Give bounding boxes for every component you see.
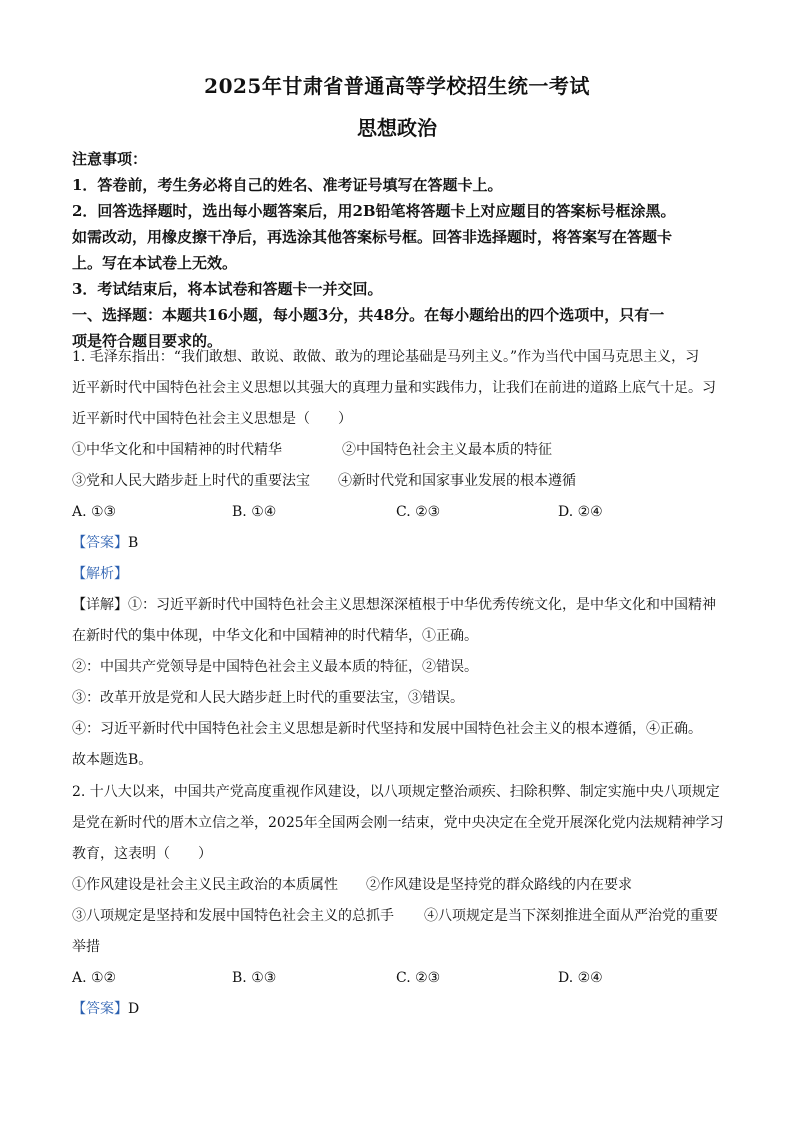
detail-line: ③：改革开放是党和人民大踏步赶上时代的重要法宝，③错误。 bbox=[72, 690, 464, 706]
option-d: D. ②④ bbox=[558, 504, 603, 520]
statement: ②作风建设是坚持党的群众路线的内在要求 bbox=[366, 877, 632, 893]
answer-tag: 【答案】 bbox=[72, 1001, 128, 1017]
statement-row bbox=[72, 466, 728, 497]
statement: ②中国特色社会主义最本质的特征 bbox=[342, 442, 552, 458]
statement: ④新时代党和国家事业发展的根本遵循 bbox=[338, 473, 576, 489]
question-1 bbox=[72, 342, 728, 776]
statement-row bbox=[72, 870, 728, 901]
statement: ③八项规定是坚持和发展中国特色社会主义的总抓手 bbox=[72, 908, 394, 924]
option-b: B. ①③ bbox=[232, 970, 277, 986]
option-c: C. ②③ bbox=[396, 504, 441, 520]
detail-line: 故本题选B。 bbox=[72, 752, 153, 768]
question-2 bbox=[72, 777, 728, 1025]
analysis-tag: 【解析】 bbox=[72, 566, 128, 582]
notice-line: 1．答卷前，考生务必将自己的姓名、准考证号填写在答题卡上。 bbox=[72, 176, 503, 194]
option-d: D. ②④ bbox=[558, 970, 603, 986]
detail-line: 【详解】①：习近平新时代中国特色社会主义思想深深植根于中华优秀传统文化，是中华文化和中国精神 bbox=[72, 597, 716, 613]
question-stem: 1. 毛泽东指出：“我们敢想、敢说、敢做、敢为的理论基础是马列主义。”作为当代中国马克思主义，习 bbox=[72, 349, 700, 365]
answer-line bbox=[72, 528, 728, 559]
statement: ①中华文化和中国精神的时代精华 bbox=[72, 442, 282, 458]
options-row bbox=[72, 497, 728, 528]
answer-value: D bbox=[128, 1001, 140, 1017]
option-b: B. ①④ bbox=[232, 504, 277, 520]
question-stem: 是党在新时代的厝木立信之举，2025年全国两会刚一结束，党中央决定在全党开展深化党内法规精神学习 bbox=[72, 815, 724, 831]
statement: ④八项规定是当下深刻推进全面从严治党的重要 bbox=[424, 908, 718, 924]
option-c: C. ②③ bbox=[396, 970, 441, 986]
notice-line: 2．回答选择题时，选出每小题答案后，用2B铅笔将答题卡上对应题目的答案标号框涂黑。 bbox=[72, 202, 676, 220]
notice-heading: 注意事项： bbox=[72, 150, 148, 168]
analysis-line bbox=[72, 559, 728, 590]
notice-line: 3．考试结束后，将本试卷和答题卡一并交回。 bbox=[72, 280, 383, 298]
option-a: A. ①③ bbox=[72, 504, 117, 520]
exam-subject: 思想政治 bbox=[357, 116, 437, 140]
question-stem: 2. 十八大以来，中国共产党高度重视作风建设，以八项规定整治顽疾、扫除积弊、制定实施中央八项规定 bbox=[72, 784, 720, 800]
question-stem: 近平新时代中国特色社会主义思想是（ ） bbox=[72, 411, 352, 427]
section-heading: 一、选择题：本题共16小题，每小题3分，共48分。在每小题给出的四个选项中，只有一 bbox=[72, 306, 665, 324]
answer-line bbox=[72, 994, 728, 1025]
detail-line: ②：中国共产党领导是中国特色社会主义最本质的特征，②错误。 bbox=[72, 659, 478, 675]
question-stem: 近平新时代中国特色社会主义思想以其强大的真理力量和实践伟力，让我们在前进的道路上底气十足。习 bbox=[72, 380, 716, 396]
option-a: A. ①② bbox=[72, 970, 117, 986]
answer-value: B bbox=[128, 535, 139, 551]
statement: ③党和人民大踏步赶上时代的重要法宝 bbox=[72, 473, 310, 489]
question-stem: 教育，这表明（ ） bbox=[72, 846, 212, 862]
statement: ①作风建设是社会主义民主政治的本质属性 bbox=[72, 877, 338, 893]
statement-continuation: 举措 bbox=[72, 939, 100, 955]
detail-line: 在新时代的集中体现，中华文化和中国精神的时代精华，①正确。 bbox=[72, 628, 478, 644]
options-row bbox=[72, 963, 728, 994]
section-heading: 项是符合题目要求的。 bbox=[72, 332, 223, 350]
notice-line: 上。写在本试卷上无效。 bbox=[72, 254, 238, 272]
notice-block bbox=[72, 146, 728, 354]
statement-row bbox=[72, 901, 728, 932]
detail-line: ④：习近平新时代中国特色社会主义思想是新时代坚持和发展中国特色社会主义的根本遵循，④正确。 bbox=[72, 721, 702, 737]
exam-title: 2025年甘肃省普通高等学校招生统一考试 bbox=[204, 74, 590, 98]
answer-tag: 【答案】 bbox=[72, 535, 128, 551]
notice-line: 如需改动，用橡皮擦干净后，再选涂其他答案标号框。回答非选择题时，将答案写在答题卡 bbox=[72, 228, 673, 246]
statement-row bbox=[72, 435, 728, 466]
